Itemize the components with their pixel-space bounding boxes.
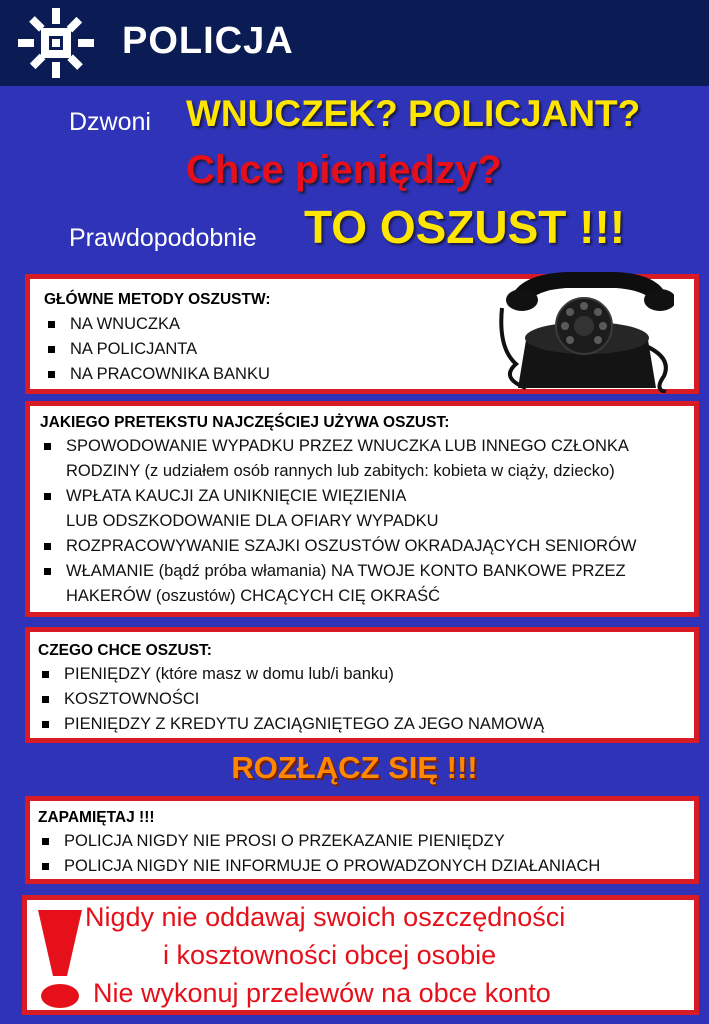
headline-prefix-2: Prawdopodobnie [69,224,257,252]
pretexts-title: JAKIEGO PRETEKSTU NAJCZĘŚCIEJ UŻYWA OSZUST: [40,414,450,431]
remember-title: ZAPAMIĘTAJ !!! [38,809,155,826]
remember-box [25,796,699,884]
list-item: ROZPRACOWYWANIE SZAJKI OSZUSTÓW OKRADAJĄCYCH SENIORÓW [40,534,694,559]
wants-box [25,627,699,743]
hangup-callout: ROZŁĄCZ SIĘ !!! [231,750,478,785]
warning-line-3: Nie wykonuj przelewów na obce konto [93,978,551,1008]
police-star-icon [8,4,104,82]
list-item: KOSZTOWNOŚCI [38,687,694,712]
list-item: POLICJA NIGDY NIE PROSI O PRZEKAZANIE PIENIĘDZY [38,829,694,854]
exclamation-icon [35,906,85,1010]
list-item: SPOWODOWANIE WYPADKU PRZEZ WNUCZKA LUB INNEGO CZŁONKA RODZINY (z udziałem osób rannych lub zabitych: kobieta w ciąży, dziecko) [40,434,694,484]
warning-line-2: i kosztowności obcej osobie [163,940,497,970]
brand-title: POLICJA [122,20,294,62]
list-item: PIENIĘDZY Z KREDYTU ZACIĄGNIĘTEGO ZA JEGO NAMOWĄ [38,712,694,737]
wants-title: CZEGO CHCE OSZUST: [38,642,212,659]
warning-line-1: Nigdy nie oddawaj swoich oszczędności [85,902,566,932]
list-item: WPŁATA KAUCJI ZA UNIKNIĘCIE WIĘZIENIA LUB ODSZKODOWANIE DLA OFIARY WYPADKU [40,484,694,534]
headline-main-2: TO OSZUST !!! [304,201,626,253]
headline-main-1: WNUCZEK? POLICJANT? [186,93,641,134]
warning-box [22,895,699,1015]
list-item: NA PRACOWNIKA BANKU [44,362,694,387]
headline-prefix-1: Dzwoni [69,108,151,136]
rotary-phone-icon [496,268,674,393]
methods-title: GŁÓWNE METODY OSZUSTW: [44,291,271,308]
list-item: WŁAMANIE (bądź próba włamania) NA TWOJE KONTO BANKOWE PRZEZ HAKERÓW (oszustów) CHCĄCYCH CIĘ OKRAŚĆ [40,559,694,609]
headline-question: Chce pieniędzy? [186,148,502,192]
pretexts-box [25,401,699,617]
header-bar [0,0,709,86]
list-item: NA WNUCZKA [44,312,694,337]
list-item: NA POLICJANTA [44,337,694,362]
list-item: POLICJA NIGDY NIE INFORMUJE O PROWADZONYCH DZIAŁANIACH [38,854,694,879]
list-item: PIENIĘDZY (które masz w domu lub/i banku) [38,662,694,687]
